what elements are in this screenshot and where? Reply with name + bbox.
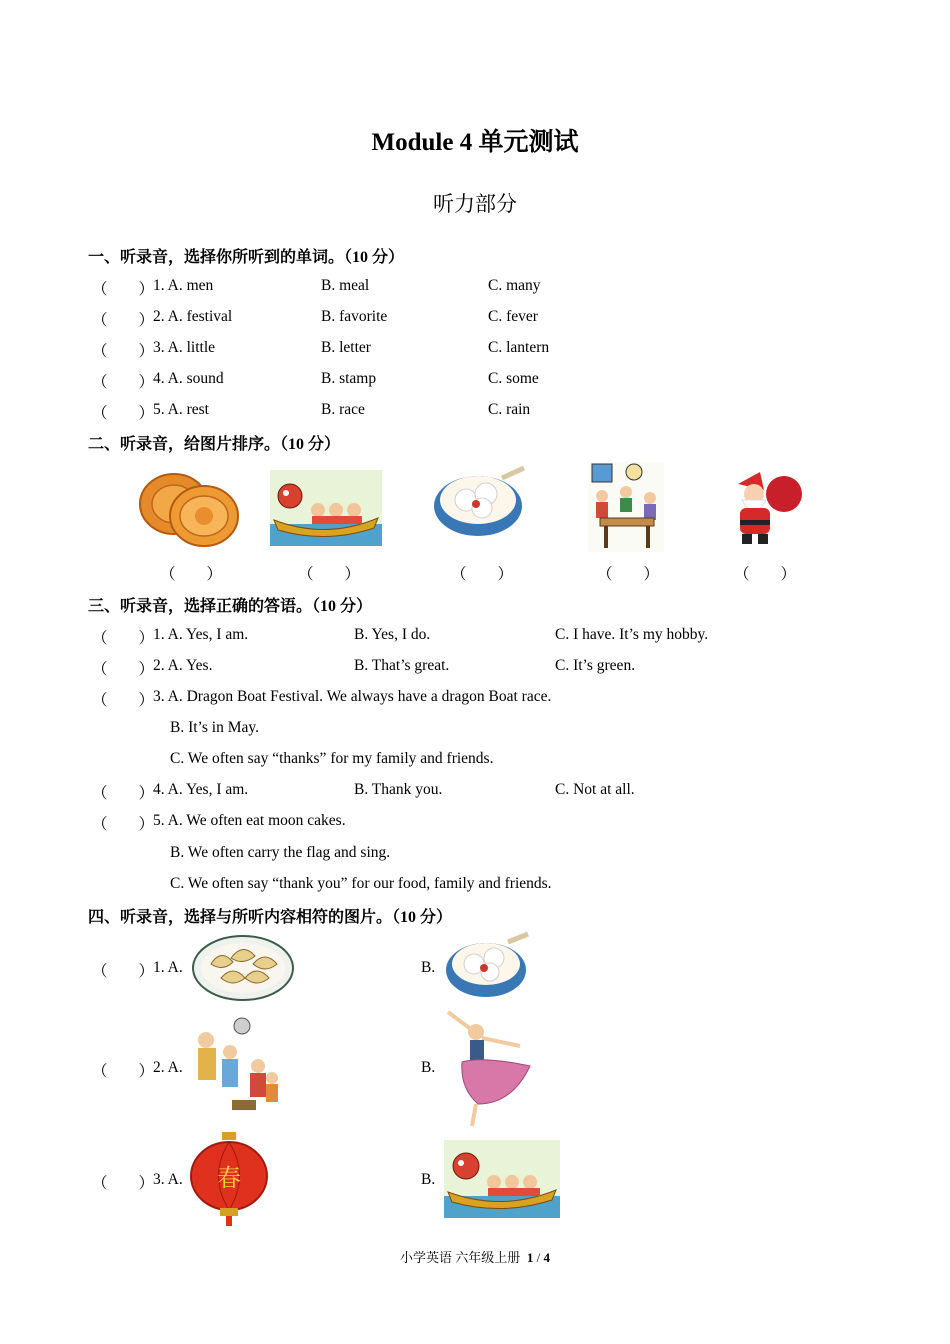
- section-1-heading: 一、听录音，选择你所听到的单词。（10 分）: [88, 249, 405, 266]
- option-b: B. meal: [321, 277, 370, 294]
- answer-blank[interactable]: （ ）: [92, 405, 155, 422]
- option-b-label: B.: [421, 1059, 436, 1076]
- order-blank-2[interactable]: （ ）: [298, 566, 361, 583]
- option-c: C. Not at all.: [555, 781, 635, 798]
- option-a: 5. A. rest: [153, 401, 209, 418]
- answer-blank[interactable]: （ ）: [92, 816, 155, 833]
- page-title: Module 4 单元测试: [371, 129, 579, 156]
- answer-blank[interactable]: （ ）: [92, 343, 155, 360]
- option-b: B. We often carry the flag and sing.: [170, 844, 391, 861]
- option-a-label: 2. A.: [153, 1059, 183, 1076]
- section-4-heading: 四、听录音，选择与所听内容相符的图片。（10 分）: [88, 909, 453, 926]
- red-lantern-icon: [188, 1132, 270, 1226]
- option-c: C. some: [488, 370, 539, 387]
- option-b: B. race: [321, 401, 365, 418]
- option-b-label: B.: [421, 959, 436, 976]
- section-subtitle: 听力部分: [433, 192, 517, 216]
- page-footer: [0, 1247, 950, 1266]
- option-a: 2. A. Yes.: [153, 657, 213, 674]
- option-c: C. fever: [488, 308, 538, 325]
- option-a: 2. A. festival: [153, 308, 233, 325]
- option-a-label: 3. A.: [153, 1171, 183, 1188]
- mooncakes-icon: [134, 464, 242, 550]
- option-c: C. rain: [488, 401, 531, 418]
- option-a: 3. A. Dragon Boat Festival. We always have a dragon Boat race.: [153, 688, 552, 705]
- option-c: C. We often say “thanks” for my family and friends.: [170, 750, 494, 767]
- answer-blank[interactable]: （ ）: [92, 630, 155, 647]
- option-b: B. favorite: [321, 308, 388, 325]
- section-2-heading: 二、听录音，给图片排序。（10 分）: [88, 436, 341, 453]
- answer-blank[interactable]: （ ）: [92, 374, 155, 391]
- option-b: B. letter: [321, 339, 371, 356]
- svg-text:春: 春: [217, 1164, 241, 1192]
- option-b: B. It’s in May.: [170, 719, 259, 736]
- page-separator: /: [533, 1250, 544, 1265]
- option-a: 3. A. little: [153, 339, 215, 356]
- option-c: C. I have. It’s my hobby.: [555, 626, 709, 643]
- dragon-boat-icon: [444, 1140, 560, 1218]
- option-b: B. Thank you.: [354, 781, 443, 798]
- option-c: C. many: [488, 277, 541, 294]
- dumplings-plate-icon: [191, 930, 295, 1002]
- order-blank-1[interactable]: （ ）: [160, 566, 223, 583]
- option-a: 1. A. Yes, I am.: [153, 626, 249, 643]
- tangyuan-bowl-icon: [432, 464, 530, 548]
- order-blank-5[interactable]: （ ）: [734, 566, 797, 583]
- option-c: C. It’s green.: [555, 657, 636, 674]
- dragon-boat-icon: [270, 470, 382, 546]
- option-b: B. Yes, I do.: [354, 626, 431, 643]
- page-total: 4: [543, 1250, 550, 1265]
- option-c: C. lantern: [488, 339, 550, 356]
- option-b: B. That’s great.: [354, 657, 450, 674]
- answer-blank[interactable]: （ ）: [92, 661, 155, 678]
- option-b-label: B.: [421, 1171, 436, 1188]
- footer-text: 小学英语 六年级上册: [400, 1250, 521, 1265]
- option-c: C. We often say “thank you” for our food, family and friends.: [170, 875, 552, 892]
- option-a: 4. A. Yes, I am.: [153, 781, 249, 798]
- answer-blank[interactable]: （ ）: [92, 281, 155, 298]
- option-a: 4. A. sound: [153, 370, 224, 387]
- page-number: 1: [526, 1250, 534, 1265]
- option-a: 1. A. men: [153, 277, 214, 294]
- option-a-label: 1. A.: [153, 959, 183, 976]
- order-blank-4[interactable]: （ ）: [597, 566, 660, 583]
- family-celebration-icon: [192, 1016, 284, 1118]
- family-dinner-icon: [588, 462, 664, 552]
- answer-blank[interactable]: （ ）: [92, 963, 155, 980]
- santa-claus-icon: [720, 464, 804, 548]
- ballet-dancer-icon: [442, 1008, 534, 1130]
- option-a: 5. A. We often eat moon cakes.: [153, 812, 346, 829]
- answer-blank[interactable]: （ ）: [92, 1063, 155, 1080]
- answer-blank[interactable]: （ ）: [92, 785, 155, 802]
- option-b: B. stamp: [321, 370, 377, 387]
- answer-blank[interactable]: （ ）: [92, 312, 155, 329]
- tangyuan-bowl-icon: [444, 930, 532, 1004]
- section-3-heading: 三、听录音，选择正确的答语。（10 分）: [88, 598, 373, 615]
- answer-blank[interactable]: （ ）: [92, 692, 155, 709]
- order-blank-3[interactable]: （ ）: [451, 566, 514, 583]
- answer-blank[interactable]: （ ）: [92, 1175, 155, 1192]
